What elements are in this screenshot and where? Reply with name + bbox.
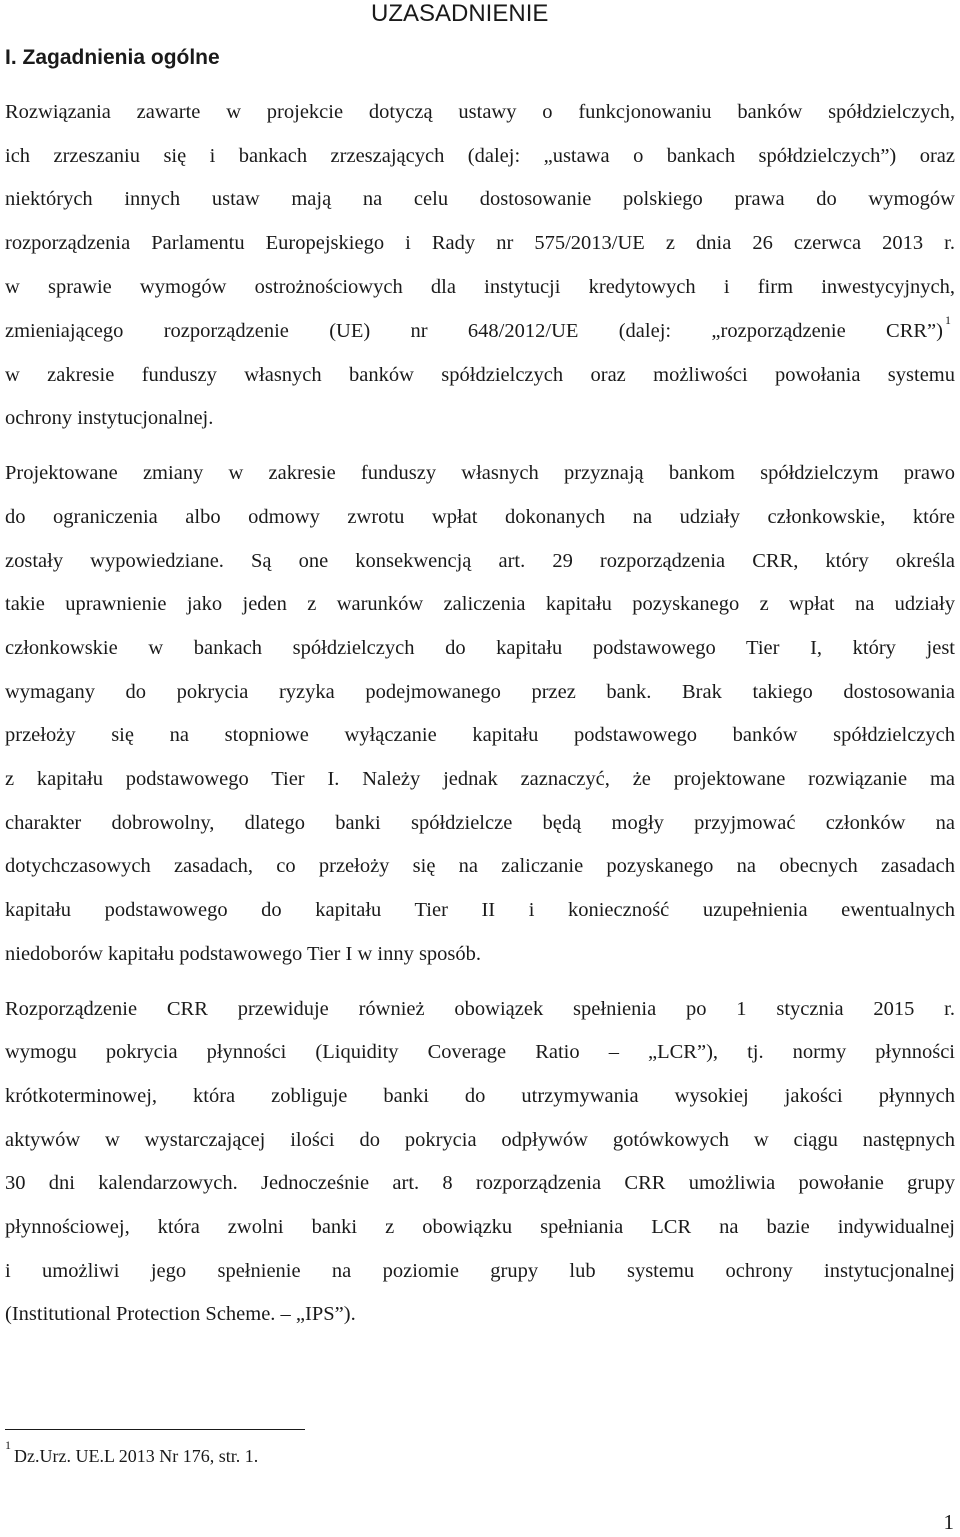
text-line: wymogu pokrycia płynności (Liquidity Coverage Ratio – „LCR”), tj. normy płynności [5,1041,955,1063]
text-line: członkowskie w bankach spółdzielczych do kapitału podstawowego Tier I, który jest [5,637,955,659]
text-line: ochrony instytucjonalnej. [5,407,214,429]
page-number: 1 [943,1510,954,1534]
text-line: 30 dni kalendarzowych. Jednocześnie art. 8 rozporządzenia CRR umożliwia powołanie grupy [5,1172,955,1194]
text-line: w sprawie wymogów ostrożnościowych dla instytucji kredytowych i firm inwestycyjnych, [5,276,955,298]
text-line: przełoży się na stopniowe wyłączanie kapitału podstawowego banków spółdzielczych [5,724,955,746]
text-line: ich zrzeszaniu się i bankach zrzeszających (dalej: „ustawa o bankach spółdzielczych”) oraz [5,145,955,167]
text-line: w zakresie funduszy własnych banków spółdzielczych oraz możliwości powołania systemu [5,364,955,386]
footnote-text: Dz.Urz. UE.L 2013 Nr 176, str. 1. [14,1446,259,1466]
text-line: wymagany do pokrycia ryzyka podejmowanego przez bank. Brak takiego dostosowania [5,681,955,703]
text-line: niedoborów kapitału podstawowego Tier I w inny sposób. [5,943,482,965]
text-line: rozporządzenia Parlamentu Europejskiego i Rady nr 575/2013/UE z dnia 26 czerwca 2013 r. [5,232,955,254]
section-heading: I. Zagadnienia ogólne [5,46,220,69]
text-line: Rozporządzenie CRR przewiduje również obowiązek spełnienia po 1 stycznia 2015 r. [5,998,955,1020]
text-line: do ograniczenia albo odmowy zwrotu wpłat dokonanych na udziały członkowskie, które [5,506,955,528]
text-line: krótkoterminowej, która zobliguje banki do utrzymywania wysokiej jakości płynnych [5,1085,955,1107]
text-line: aktywów w wystarczającej ilości do pokrycia odpływów gotówkowych w ciągu następnych [5,1129,955,1151]
text-line: (Institutional Protection Scheme. – „IPS”). [5,1303,356,1325]
page-title: UZASADNIENIE [371,0,549,27]
text-line: takie uprawnienie jako jeden z warunków zaliczenia kapitału pozyskanego z wpłat na udziały [5,593,955,615]
text-line: zmieniającego rozporządzenie (UE) nr 648/2012/UE (dalej: „rozporządzenie CRR”) [5,320,943,342]
text-line: zostały wypowiedziane. Są one konsekwencją art. 29 rozporządzenia CRR, który określa [5,550,955,572]
footnote-number: 1 [5,1438,11,1452]
text-line: charakter dobrowolny, dlatego banki spółdzielcze będą mogły przyjmować członków na [5,812,955,834]
text-line: Rozwiązania zawarte w projekcie dotyczą ustawy o funkcjonowaniu banków spółdzielczych, [5,101,955,123]
footnote-separator [5,1429,305,1430]
text-line: kapitału podstawowego do kapitału Tier II i konieczność uzupełnienia ewentualnych [5,899,955,921]
text-line: z kapitału podstawowego Tier I. Należy jednak zaznaczyć, że projektowane rozwiązanie ma [5,768,955,790]
text-line: i umożliwi jego spełnienie na poziomie grupy lub systemu ochrony instytucjonalnej [5,1260,955,1282]
text-line: Projektowane zmiany w zakresie funduszy własnych przyznają bankom spółdzielczym prawo [5,462,955,484]
text-line: dotychczasowych zasadach, co przełoży się na zaliczanie pozyskanego na obecnych zasadach [5,855,955,877]
text-line: płynnościowej, która zwolni banki z obowiązku spełniania LCR na bazie indywidualnej [5,1216,955,1238]
text-line: niektórych innych ustaw mają na celu dostosowanie polskiego prawa do wymogów [5,188,955,210]
